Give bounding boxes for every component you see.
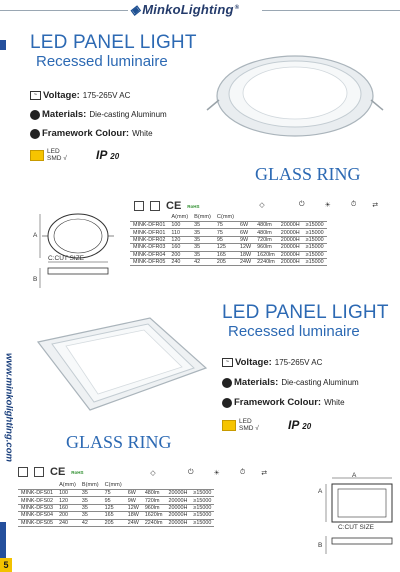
- side-website: www.minkolighting.com: [3, 353, 15, 462]
- table-cell: ≥15000: [303, 236, 327, 243]
- table-row: [18, 497, 214, 504]
- section1-materials: Materials: Die-casting Aluminum: [30, 109, 167, 120]
- table-cell: 205: [214, 258, 237, 265]
- section2-cut-size: C:CUT SIZE: [338, 524, 374, 531]
- page-number: 5: [0, 558, 12, 572]
- section2-param-icons: [146, 469, 273, 477]
- table-cell: 20000H: [278, 251, 303, 258]
- section2-subtitle: Recessed luminaire: [228, 323, 360, 340]
- cycles-icon: ⇄: [261, 470, 268, 477]
- table-cell: 960lm: [142, 504, 166, 511]
- table-cell: 20000H: [166, 497, 191, 504]
- table-header-cell: [303, 214, 327, 222]
- table-cell: 75: [214, 222, 237, 229]
- table-cell: 35: [79, 490, 102, 497]
- section2-dim-a: A: [318, 488, 323, 495]
- table-cell: 20000H: [278, 222, 303, 229]
- table-row: [130, 258, 327, 265]
- lumen-icon: ☀: [213, 470, 220, 477]
- table-cell: 480lm: [142, 490, 166, 497]
- table-cell: 1620lm: [254, 251, 278, 258]
- table-cell: 42: [79, 519, 102, 526]
- side-bar-bottom: [0, 522, 6, 558]
- table-cell: MINK-DFS05: [18, 519, 56, 526]
- table-header-cell: [278, 214, 303, 222]
- round-cut-drawing: [28, 208, 120, 294]
- table-row: [130, 229, 327, 236]
- table-cell: 480lm: [254, 222, 278, 229]
- table-cell: 960lm: [254, 244, 278, 251]
- table-header-cell: [237, 214, 254, 222]
- table-cell: 95: [102, 497, 125, 504]
- table-cell: 125: [214, 244, 237, 251]
- table-header-cell: [254, 214, 278, 222]
- table-cell: ≥15000: [303, 229, 327, 236]
- header-rule-right: [262, 10, 400, 11]
- power-icon: ⏻: [188, 469, 194, 476]
- driver-box-icon: [34, 467, 44, 477]
- section2-dim-a-top: A: [352, 472, 357, 479]
- table-cell: ≥15000: [190, 512, 214, 519]
- table-cell: 1620lm: [142, 512, 166, 519]
- table-cell: 205: [102, 519, 125, 526]
- table-cell: 165: [214, 251, 237, 258]
- table-header-cell: [166, 482, 191, 490]
- table-cell: 480lm: [254, 229, 278, 236]
- section1-title: LED PANEL LIGHT: [30, 32, 197, 53]
- table-cell: 6W: [237, 229, 254, 236]
- table-cell: MINK-DFR03: [130, 244, 168, 251]
- table-cell: 110: [168, 229, 191, 236]
- rohs-mark-icon: RoHS: [71, 469, 84, 475]
- materials-icon: [222, 378, 232, 388]
- table-cell: 9W: [125, 497, 142, 504]
- table-row: [130, 222, 327, 229]
- table-cell: 35: [191, 251, 214, 258]
- table-header-cell: [125, 482, 142, 490]
- section1-led-badge: LED SMD √: [30, 148, 67, 162]
- table-cell: 720lm: [142, 497, 166, 504]
- table-cell: 100: [56, 490, 79, 497]
- table-cell: MINK-DFS04: [18, 512, 56, 519]
- voltage-icon: ~: [30, 91, 41, 100]
- table-header-cell: [18, 482, 56, 490]
- table-cell: 200: [168, 251, 191, 258]
- table-cell: 42: [191, 258, 214, 265]
- table-row: [18, 512, 214, 519]
- section1-cut-size: C:CUT SIZE: [48, 255, 84, 262]
- table-cell: 35: [79, 497, 102, 504]
- input-box-icon: [134, 201, 144, 211]
- materials-icon: [30, 110, 40, 120]
- table-cell: 100: [168, 222, 191, 229]
- palette-icon: [30, 129, 40, 139]
- table-cell: 720lm: [254, 236, 278, 243]
- table-cell: 20000H: [166, 519, 191, 526]
- table-cell: ≥15000: [303, 222, 327, 229]
- section2-product-name: GLASS RING: [66, 432, 172, 452]
- table-header-cell: C(mm): [216, 214, 235, 220]
- table-cell: 125: [102, 504, 125, 511]
- table-cell: ≥15000: [303, 251, 327, 258]
- section2-cert-icons: [18, 466, 90, 478]
- input-box-icon: [18, 467, 28, 477]
- table-cell: 20000H: [278, 229, 303, 236]
- table-row: [18, 490, 214, 497]
- table-cell: 9W: [237, 236, 254, 243]
- led-chip-icon: [222, 420, 236, 431]
- section1-product-name: GLASS RING: [255, 164, 361, 184]
- table-cell: 20000H: [166, 504, 191, 511]
- table-cell: MINK-DFR01: [130, 222, 168, 229]
- brand-logo: ◈ MinkoLighting®: [130, 2, 240, 17]
- table-cell: 18W: [237, 251, 254, 258]
- table-cell: 240: [56, 519, 79, 526]
- section2-title: LED PANEL LIGHT: [222, 302, 389, 323]
- table-cell: 35: [191, 244, 214, 251]
- section1-voltage: ~ Voltage: 175-265V AC: [30, 90, 130, 101]
- table-header-cell: [142, 482, 166, 490]
- table-row: [130, 236, 327, 243]
- table-cell: MINK-DFR05: [130, 258, 168, 265]
- table-header-cell: [190, 482, 214, 490]
- section2-ip-rating: IP 20: [288, 418, 312, 432]
- cycles-icon: ⇄: [372, 202, 379, 209]
- table-cell: 75: [214, 229, 237, 236]
- table-cell: 6W: [125, 490, 142, 497]
- table-cell: ≥15000: [303, 258, 327, 265]
- table-cell: MINK-DFR04: [130, 251, 168, 258]
- table-cell: ≥15000: [190, 490, 214, 497]
- section2-led-badge: LED SMD √: [222, 418, 259, 432]
- table-header-cell: B(mm): [194, 214, 211, 220]
- brand-mark-icon: ◈: [130, 2, 141, 17]
- lifetime-icon: ⏱: [350, 201, 357, 208]
- table-cell: 20000H: [278, 258, 303, 265]
- section2-framework: Framework Colour: White: [222, 397, 345, 408]
- table-cell: MINK-DFR01: [130, 229, 168, 236]
- table-cell: 20000H: [166, 512, 191, 519]
- table-cell: 35: [79, 504, 102, 511]
- table-cell: 20000H: [278, 244, 303, 251]
- table-cell: 35: [191, 222, 214, 229]
- section1-cert-icons: [134, 200, 206, 212]
- driver-box-icon: [150, 201, 160, 211]
- section2-spec-table: [18, 482, 214, 527]
- table-header-cell: B(mm): [81, 482, 99, 488]
- lumen-icon: ☀: [324, 202, 331, 209]
- table-cell: 160: [56, 504, 79, 511]
- table-header-cell: A(mm): [59, 482, 76, 488]
- section1-subtitle: Recessed luminaire: [36, 53, 168, 70]
- rohs-mark-icon: RoHS: [187, 203, 200, 209]
- table-cell: 240: [168, 258, 191, 265]
- table-cell: 12W: [237, 244, 254, 251]
- table-cell: 35: [191, 236, 214, 243]
- table-cell: 20000H: [278, 236, 303, 243]
- square-cut-drawing: [316, 470, 398, 558]
- table-header-cell: A(mm): [171, 214, 189, 220]
- power-icon: ⏻: [299, 201, 305, 208]
- lifetime-icon: ⏱: [239, 469, 246, 476]
- led-chip-icon: [30, 150, 44, 161]
- table-cell: MINK-DFS02: [18, 497, 56, 504]
- section1-framework: Framework Colour: White: [30, 128, 153, 139]
- round-panel-image: [205, 50, 385, 142]
- voltage-icon: ~: [222, 358, 233, 367]
- table-cell: 35: [79, 512, 102, 519]
- table-cell: 200: [56, 512, 79, 519]
- table-header-cell: [130, 214, 168, 222]
- table-cell: 95: [214, 236, 237, 243]
- page-header: [0, 0, 400, 24]
- table-cell: ≥15000: [190, 504, 214, 511]
- table-cell: MINK-DFR02: [130, 236, 168, 243]
- header-rule-left: [0, 10, 128, 11]
- table-cell: 120: [168, 236, 191, 243]
- table-cell: 35: [191, 229, 214, 236]
- section1-spec-table: [130, 214, 327, 266]
- section1-param-icons: [255, 201, 384, 209]
- table-header-cell: C(mm): [104, 482, 122, 488]
- table-row: [130, 244, 327, 251]
- ce-mark-icon: CE: [50, 466, 66, 478]
- table-cell: 18W: [125, 512, 142, 519]
- section2-voltage: ~ Voltage: 175-265V AC: [222, 357, 322, 368]
- table-cell: 24W: [125, 519, 142, 526]
- table-cell: 160: [168, 244, 191, 251]
- table-cell: ≥15000: [303, 244, 327, 251]
- table-cell: 165: [102, 512, 125, 519]
- section2-dim-b: B: [318, 542, 323, 549]
- table-cell: 120: [56, 497, 79, 504]
- table-cell: 2240lm: [142, 519, 166, 526]
- dimension-icon: ◇: [259, 202, 265, 209]
- table-cell: MINK-DFS01: [18, 490, 56, 497]
- section1-ip-rating: IP 20: [96, 148, 120, 162]
- table-cell: 2240lm: [254, 258, 278, 265]
- table-cell: ≥15000: [190, 497, 214, 504]
- table-row: [18, 519, 214, 526]
- table-cell: MINK-DFS03: [18, 504, 56, 511]
- table-row: [130, 251, 327, 258]
- table-cell: 20000H: [166, 490, 191, 497]
- table-cell: ≥15000: [190, 519, 214, 526]
- side-bar-top: [0, 40, 6, 50]
- dimension-icon: ◇: [150, 470, 156, 477]
- table-cell: 75: [102, 490, 125, 497]
- table-row: [18, 504, 214, 511]
- section1-dim-a: A: [33, 232, 38, 239]
- table-cell: 24W: [237, 258, 254, 265]
- palette-icon: [222, 398, 232, 408]
- table-cell: 12W: [125, 504, 142, 511]
- section2-materials: Materials: Die-casting Aluminum: [222, 377, 359, 388]
- section1-dim-b: B: [33, 276, 38, 283]
- square-panel-image: [32, 312, 210, 416]
- table-cell: 6W: [237, 222, 254, 229]
- ce-mark-icon: CE: [166, 200, 182, 212]
